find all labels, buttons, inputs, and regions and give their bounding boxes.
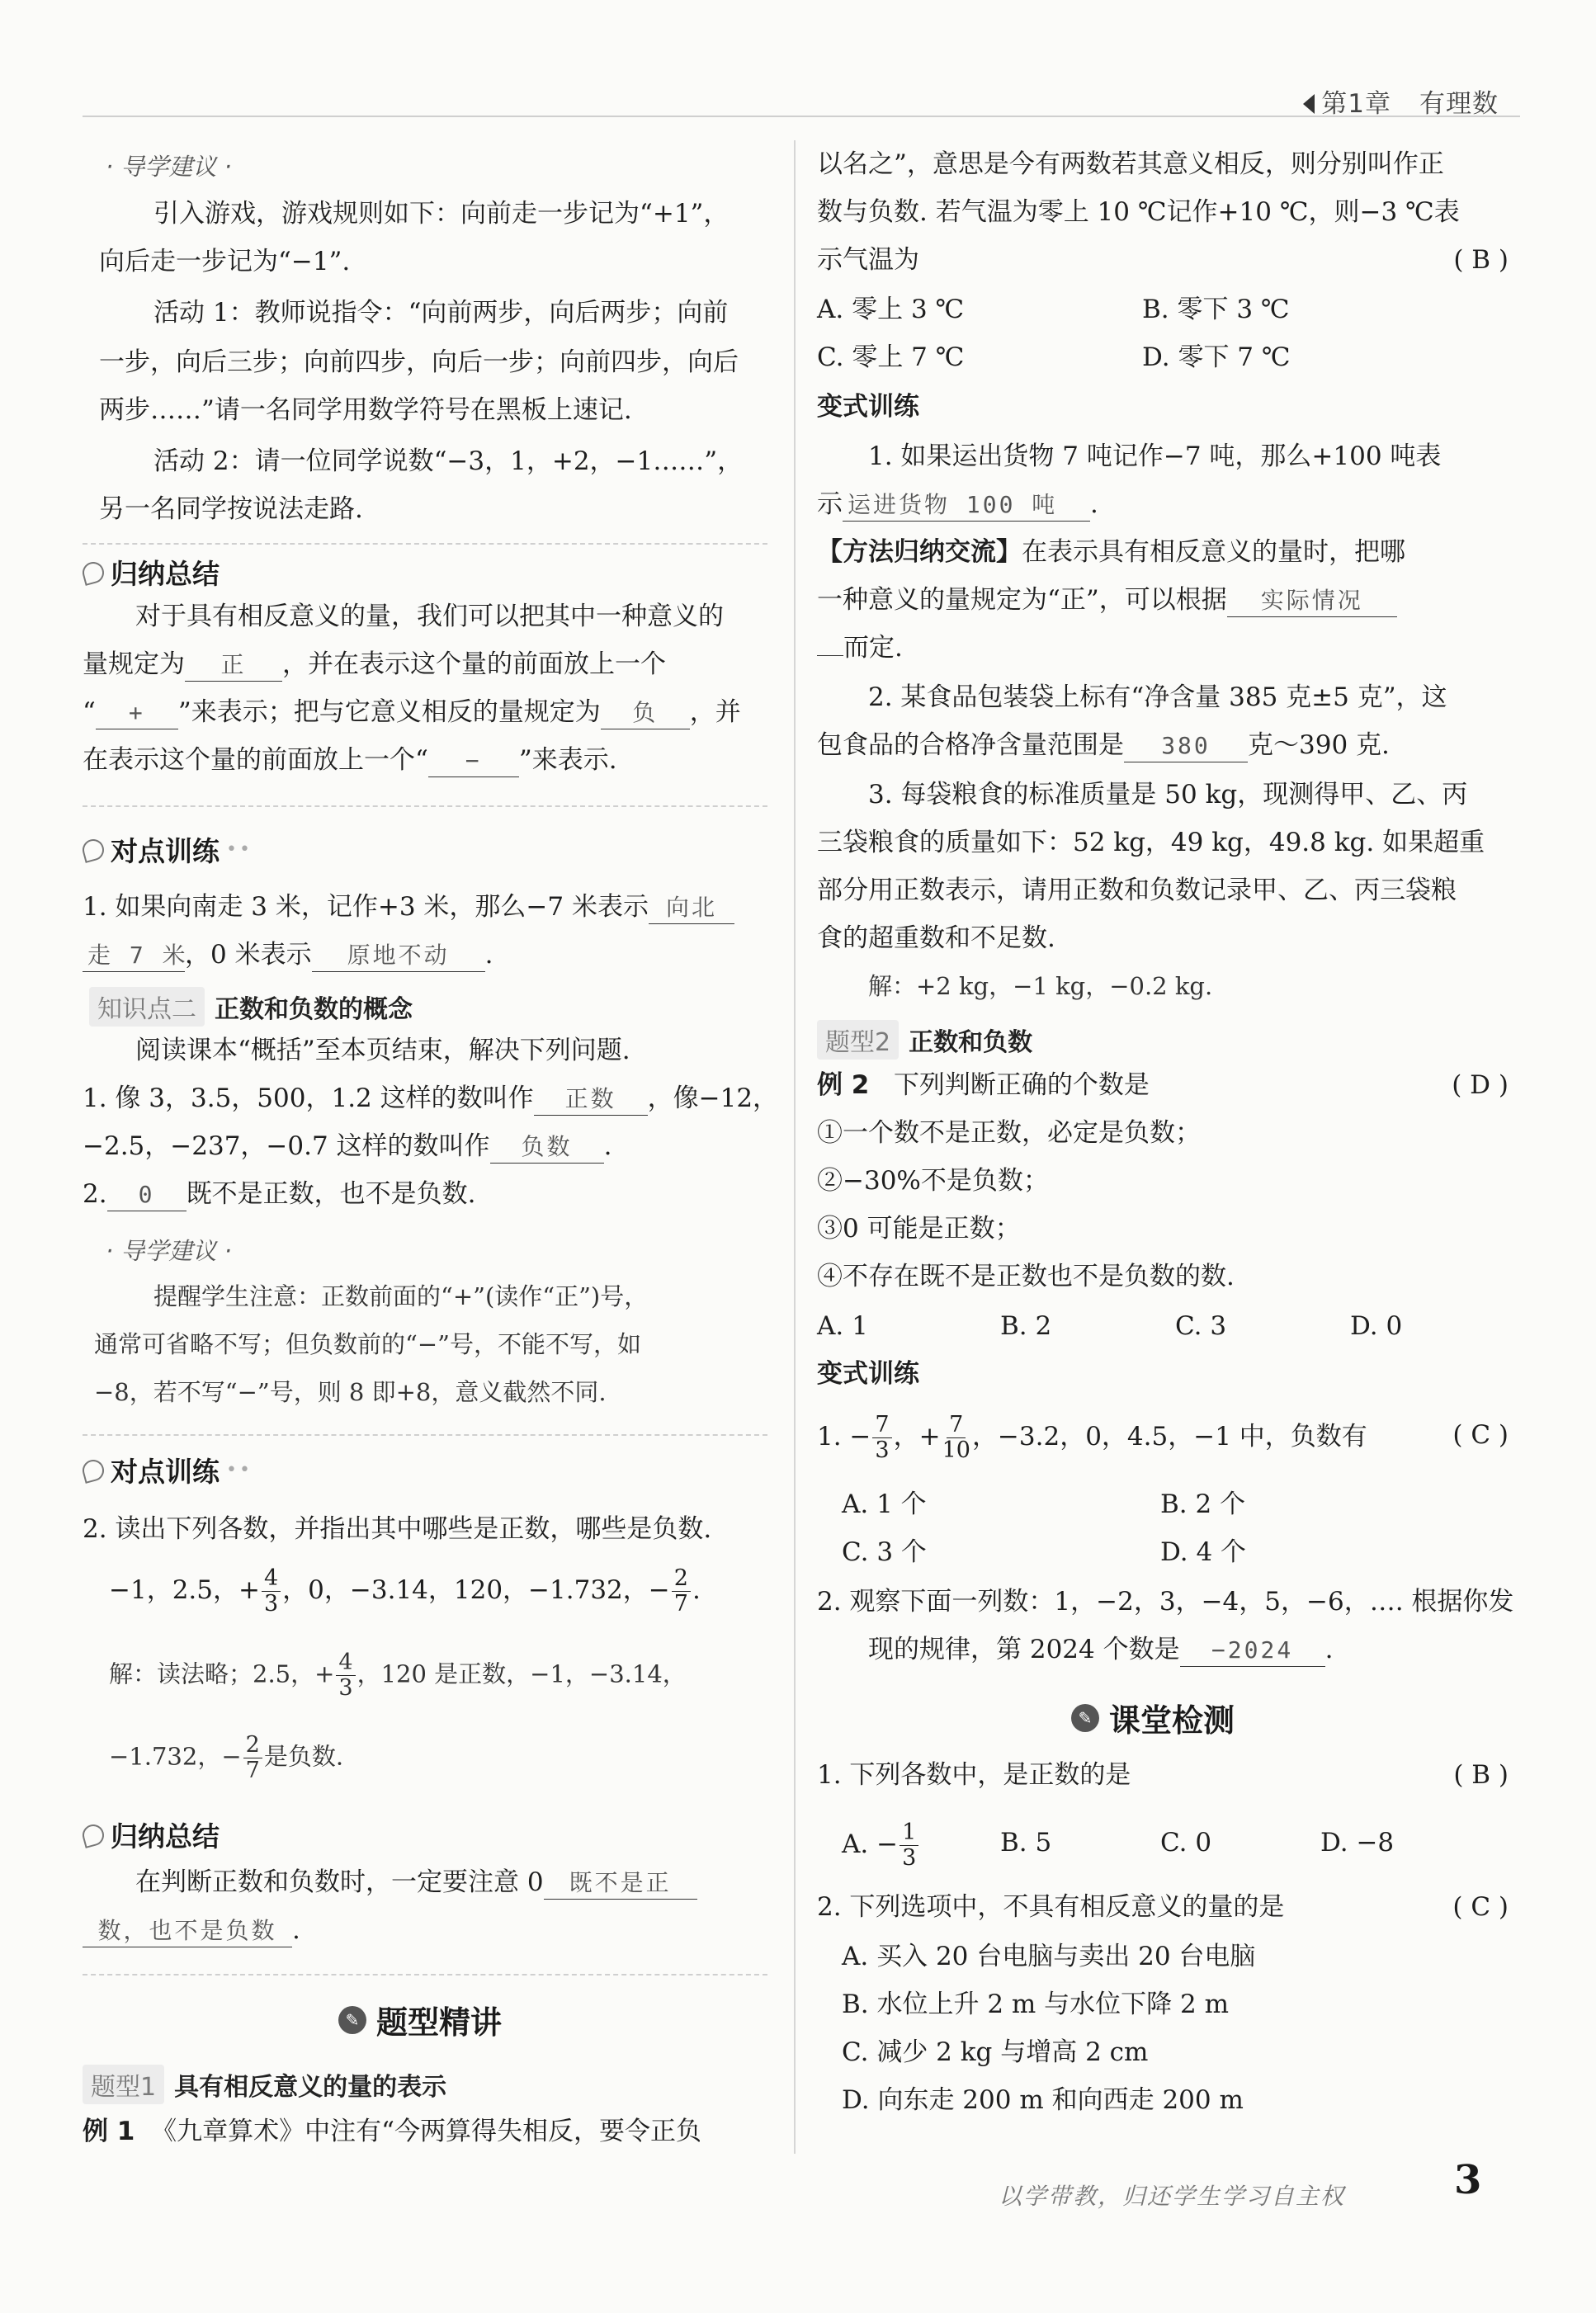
text: 2. xyxy=(83,1179,107,1209)
text: . xyxy=(692,1575,701,1605)
text: . xyxy=(292,1915,300,1945)
sum1-d xyxy=(83,744,617,777)
answer-blank: 正 xyxy=(185,649,282,682)
book-icon: ✎ xyxy=(1071,1704,1099,1732)
numerator: 7 xyxy=(947,1413,966,1438)
text: ”来表示；把与它意义相反的量规定为 xyxy=(177,697,601,727)
method-c xyxy=(817,632,903,663)
text: 示 xyxy=(817,489,843,519)
answer-choice: ( D ) xyxy=(1452,1070,1509,1100)
text: ，并 xyxy=(689,697,741,727)
fraction xyxy=(872,1413,891,1463)
summary-label: 归纳总结 xyxy=(111,558,220,590)
guide2-a: 提醒学生注意：正数前面的“+”(读作“正”)号， xyxy=(153,1282,649,1310)
guide-label-1: · 导学建议 · xyxy=(106,153,232,181)
chapter-heading xyxy=(1303,83,1499,120)
text: “ xyxy=(83,697,96,727)
train2-q2: 2. 读出下列各数，并指出其中哪些是正数，哪些是负数. xyxy=(83,1514,712,1544)
kp2-q1-cont xyxy=(83,1131,611,1164)
text: 在判断正数和负数时，一定要注意 0 xyxy=(135,1867,544,1897)
answer-choice: ( B ) xyxy=(1453,1760,1509,1790)
fraction xyxy=(336,1650,355,1701)
guide2-c: −8，若不写“−”号，则 8 即+8，意义截然不同. xyxy=(94,1378,607,1406)
answer-blank: + xyxy=(96,697,178,729)
ex1-cont-b: 数与负数. 若气温为零上 10 ℃记作+10 ℃，则−3 ℃表 xyxy=(817,197,1460,227)
train2-solution-2 xyxy=(109,1733,343,1783)
pencil-icon xyxy=(80,1457,106,1484)
answer-blank: 走 7 米 xyxy=(83,940,185,972)
page-header xyxy=(0,0,1596,124)
sum2-a xyxy=(135,1867,697,1900)
answer-blank: 运进货物 100 吨 xyxy=(843,489,1090,522)
summary-heading-2 xyxy=(83,1815,220,1854)
dashed-divider xyxy=(83,1974,767,1975)
guide-label-2: · 导学建议 · xyxy=(106,1237,232,1265)
var2-option-b: B. 2 个 xyxy=(1160,1489,1246,1519)
guide1-p3: 活动 2：请一位同学说数“−3，1，+2，−1……”， xyxy=(153,446,744,476)
text: ，−3.2，0，4.5，−1 中，负数有 xyxy=(971,1422,1367,1452)
fraction xyxy=(262,1566,281,1617)
guide1-p2b: 一步，向后三步；向前四步，向后一步；向前四步，向后 xyxy=(99,347,739,377)
text: −2.5，−237，−0.7 这样的数叫作 xyxy=(83,1131,490,1161)
text: ，像−12， xyxy=(647,1083,779,1113)
sum1-b xyxy=(83,649,666,682)
leaf-icon xyxy=(80,559,106,586)
denominator: 3 xyxy=(338,1675,353,1701)
denominator: 10 xyxy=(942,1437,970,1463)
method-a xyxy=(817,536,1405,568)
ex1-option-b: B. 零下 3 ℃ xyxy=(1142,295,1290,324)
fraction xyxy=(243,1733,262,1783)
dots-decoration: •• xyxy=(226,839,253,860)
text: ”来表示. xyxy=(518,745,617,775)
text: −1，2.5，+ xyxy=(109,1575,260,1605)
text: 而定. xyxy=(843,633,903,663)
answer-blank: 原地不动 xyxy=(312,940,485,972)
text: . xyxy=(603,1131,612,1161)
ex1-option-c: C. 零上 7 ℃ xyxy=(817,342,965,372)
ex2-option-b: B. 2 xyxy=(1000,1311,1052,1341)
q2-b xyxy=(817,729,1390,762)
answer-blank: − xyxy=(428,745,519,777)
section-title-types xyxy=(338,1997,502,2042)
numerator: 2 xyxy=(243,1733,262,1758)
dashed-divider xyxy=(83,1434,767,1436)
answer-choice: ( C ) xyxy=(1452,1420,1509,1450)
text: 下列判断正确的个数是 xyxy=(893,1070,1150,1100)
example-number: 例 2 xyxy=(817,1070,870,1100)
example-1-start xyxy=(83,2116,701,2147)
section-title-check xyxy=(1071,1695,1235,1740)
type-label: 题型1 xyxy=(83,2065,164,2104)
dashed-divider xyxy=(83,805,767,807)
answer-blank: 负数 xyxy=(490,1131,604,1164)
text: 1. 下列各数中，是正数的是 xyxy=(817,1760,1131,1790)
kp-title: 正数和负数的概念 xyxy=(215,995,413,1024)
ex2-s3: ③0 可能是正数； xyxy=(817,1214,1021,1244)
text: 一种意义的量规定为“正”，可以根据 xyxy=(817,585,1227,615)
ex2-s1: ①一个数不是正数，必定是负数； xyxy=(817,1118,1201,1148)
book-icon: ✎ xyxy=(338,2006,366,2034)
pencil-icon xyxy=(80,837,106,863)
guide1-p3b: 另一名同学按说法走路. xyxy=(99,494,363,524)
ex1-option-d: D. 零下 7 ℃ xyxy=(1142,342,1291,372)
q3-b: 三袋粮食的质量如下：52 kg，49 kg，49.8 kg. 如果超重 xyxy=(817,828,1485,857)
practice-label: 对点训练 xyxy=(111,835,220,867)
answer-blank: 实际情况 xyxy=(1227,585,1397,617)
var1-q1-cont xyxy=(817,489,1098,522)
sum1-c xyxy=(83,696,741,729)
text: 既不是正数，也不是负数. xyxy=(186,1179,476,1209)
footer-slogan: 以学带教，归还学生学习自主权 xyxy=(999,2183,1346,2210)
answer-blank: 数，也不是负数 xyxy=(83,1915,292,1947)
check-q2-option-b: B. 水位上升 2 m 与水位下降 2 m xyxy=(842,1990,1229,2019)
train2-numbers xyxy=(109,1566,701,1617)
denominator: 7 xyxy=(245,1758,260,1783)
ex1-cont-c xyxy=(817,244,1509,276)
answer-blank: 向北 xyxy=(649,892,734,924)
example-number: 例 1 xyxy=(83,2117,135,2146)
check-q2-option-c: C. 减少 2 kg 与增高 2 cm xyxy=(842,2037,1149,2067)
train2-solution-1 xyxy=(109,1650,687,1701)
check-q1-option-c: C. 0 xyxy=(1160,1828,1212,1857)
summary-heading-1 xyxy=(83,553,220,592)
q3-a: 3. 每袋粮食的标准质量是 50 kg，现测得甲、乙、丙 xyxy=(868,780,1468,810)
fraction xyxy=(942,1413,970,1463)
question-type-1 xyxy=(83,2065,446,2104)
text: . xyxy=(1090,489,1098,519)
answer-blank: 既不是正 xyxy=(544,1867,697,1900)
fraction xyxy=(900,1820,918,1871)
train1-q1-cont xyxy=(83,939,493,972)
text: 是负数. xyxy=(263,1742,344,1771)
train1-q1 xyxy=(83,891,734,924)
answer-choice: ( C ) xyxy=(1452,1892,1509,1922)
section-title-text: 课堂检测 xyxy=(1109,1702,1235,1739)
knowledge-point-2 xyxy=(89,987,413,1027)
guide1-p1: 引入游戏，游戏规则如下：向前走一步记为“+1”， xyxy=(153,199,730,229)
check-q2-option-a: A. 买入 20 台电脑与卖出 20 台电脑 xyxy=(842,1942,1256,1971)
text: 示气温为 xyxy=(817,245,919,275)
variant-heading-2: 变式训练 xyxy=(817,1359,919,1389)
guide1-p2c: 两步……”请一名同学用数学符号在黑板上速记. xyxy=(99,395,632,425)
var2-option-c: C. 3 个 xyxy=(842,1537,927,1567)
column-divider xyxy=(794,140,796,2154)
text: . xyxy=(1324,1635,1334,1664)
variant-heading-1: 变式训练 xyxy=(817,392,919,422)
q3-c: 部分用正数表示，请用正数和负数记录甲、乙、丙三袋粮 xyxy=(817,876,1457,905)
answer-blank: 0 xyxy=(107,1179,187,1211)
guide1-p2: 活动 1：教师说指令：“向前两步，向后两步；向前 xyxy=(153,298,729,328)
denominator: 3 xyxy=(902,1845,917,1871)
answer-choice: ( B ) xyxy=(1453,245,1509,275)
q3-solution: 解：+2 kg，−1 kg，−0.2 kg. xyxy=(868,972,1213,1000)
text: 1. 如果向南走 3 米，记作+3 米，那么−7 米表示 xyxy=(83,892,649,922)
ex2-s2: ②−30%不是负数； xyxy=(817,1166,1049,1196)
text: −1.732，− xyxy=(109,1742,242,1771)
q3-d: 食的超重数和不足数. xyxy=(817,923,1055,953)
practice-heading-1 xyxy=(83,830,253,869)
check-q2 xyxy=(817,1891,1509,1923)
numerator: 4 xyxy=(336,1650,355,1676)
text: 克～390 克. xyxy=(1248,730,1390,760)
summary-label: 归纳总结 xyxy=(111,1820,220,1853)
numerator: 2 xyxy=(672,1566,691,1592)
var1-q1: 1. 如果运出货物 7 吨记作−7 吨，那么+100 吨表 xyxy=(868,441,1442,471)
fraction xyxy=(672,1566,691,1617)
check-q1 xyxy=(817,1759,1509,1791)
text: 1. 像 3，3.5，500，1.2 这样的数叫作 xyxy=(83,1083,534,1113)
chapter-title: 有理数 xyxy=(1419,89,1499,119)
numerator: 4 xyxy=(262,1566,281,1592)
method-b xyxy=(817,584,1397,617)
text: 在表示这个量的前面放上一个“ xyxy=(83,745,428,775)
text: 解：读法略；2.5，+ xyxy=(109,1659,335,1688)
section-title-text: 题型精讲 xyxy=(376,2004,503,2041)
kp2-q2 xyxy=(83,1178,475,1211)
sum1-a: 对于具有相反意义的量，我们可以把其中一种意义的 xyxy=(135,602,724,631)
dots-decoration: •• xyxy=(226,1460,253,1480)
text: 现的规律，第 2024 个数是 xyxy=(868,1635,1180,1664)
denominator: 3 xyxy=(263,1591,279,1617)
text: 量规定为 xyxy=(83,649,185,679)
kp2-intro: 阅读课本“概括”至本页结束，解决下列问题. xyxy=(135,1036,630,1065)
page-number: 3 xyxy=(1454,2157,1482,2203)
answer-blank: 负 xyxy=(601,697,690,729)
text: A. − xyxy=(842,1829,899,1859)
method-label: 【方法归纳交流】 xyxy=(817,537,1022,567)
chapter-number: 第1章 xyxy=(1321,89,1391,119)
denominator: 7 xyxy=(673,1591,688,1617)
ex2-option-c: C. 3 xyxy=(1175,1311,1227,1341)
example-2 xyxy=(817,1069,1509,1101)
answer-blank-tail xyxy=(817,655,843,656)
text: 1. − xyxy=(817,1422,871,1452)
check-q2-option-d: D. 向东走 200 m 和向西走 200 m xyxy=(842,2085,1244,2115)
numerator: 1 xyxy=(900,1820,918,1846)
answer-blank: −2024 xyxy=(1180,1635,1325,1667)
var2-q1 xyxy=(817,1413,1509,1463)
text: 包食品的合格净含量范围是 xyxy=(817,730,1124,760)
q2-a: 2. 某食品包装袋上标有“净含量 385 克±5 克”，这 xyxy=(868,682,1447,712)
ex1-cont-a: 以名之”，意思是今有两数若其意义相反，则分别叫作正 xyxy=(817,149,1444,179)
type-title: 具有相反意义的量的表示 xyxy=(174,2073,447,2102)
numerator: 7 xyxy=(872,1413,891,1438)
text: ，并在表示这个量的前面放上一个 xyxy=(282,649,666,679)
text: 2. 下列选项中，不具有相反意义的量的是 xyxy=(817,1892,1285,1922)
leaf-icon xyxy=(80,1822,106,1848)
type-label: 题型2 xyxy=(817,1020,899,1060)
guide1-p1b: 向后走一步记为“−1”. xyxy=(99,247,351,276)
check-q1-option-d: D. −8 xyxy=(1320,1828,1395,1857)
check-q1-option-a xyxy=(842,1820,920,1871)
kp2-q1 xyxy=(83,1083,778,1116)
check-q1-option-b: B. 5 xyxy=(1000,1828,1052,1857)
ex2-option-a: A. 1 xyxy=(817,1311,868,1341)
guide2-b: 通常可省略不写；但负数前的“−”号，不能不写，如 xyxy=(94,1330,641,1358)
practice-label: 对点训练 xyxy=(111,1456,220,1488)
text: ，0 米表示 xyxy=(185,940,312,970)
var2-q2: 2. 观察下面一列数：1，−2，3，−4，5，−6，…. 根据你发 xyxy=(817,1587,1514,1617)
text: 在表示具有相反意义的量时，把哪 xyxy=(1022,537,1405,567)
ex2-option-d: D. 0 xyxy=(1350,1311,1403,1341)
ex2-s4: ④不存在既不是正数也不是负数的数. xyxy=(817,1262,1235,1291)
var2-option-a: A. 1 个 xyxy=(842,1489,927,1519)
type-title: 正数和负数 xyxy=(909,1028,1033,1057)
var2-q2-cont xyxy=(868,1634,1333,1667)
question-type-2 xyxy=(817,1020,1032,1060)
text: ，0，−3.14，120，−1.732，− xyxy=(282,1575,670,1605)
text: 《九章算术》中注有“今两算得失相反，要令正负 xyxy=(151,2117,701,2146)
kp-label: 知识点二 xyxy=(89,987,205,1027)
answer-blank: 正数 xyxy=(534,1083,648,1116)
text: ，120 是正数，−1，−3.14， xyxy=(357,1659,687,1688)
dashed-divider xyxy=(83,543,767,545)
denominator: 3 xyxy=(875,1437,890,1463)
var2-option-d: D. 4 个 xyxy=(1160,1537,1247,1567)
sum2-b xyxy=(83,1914,300,1947)
triangle-icon xyxy=(1303,94,1315,114)
ex1-option-a: A. 零上 3 ℃ xyxy=(817,295,965,324)
text: ，+ xyxy=(893,1422,941,1452)
answer-blank: 380 xyxy=(1124,730,1248,762)
practice-heading-2 xyxy=(83,1451,253,1489)
text: . xyxy=(484,940,493,970)
